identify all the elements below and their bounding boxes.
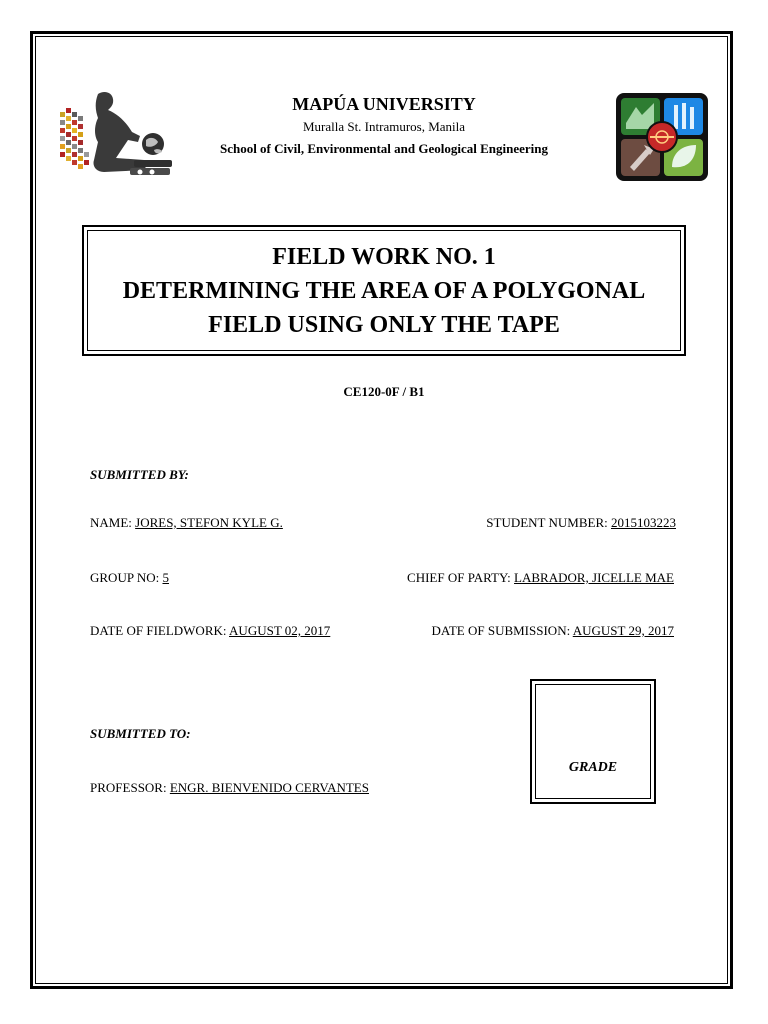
chief-of-party-label: CHIEF OF PARTY:: [407, 570, 511, 585]
group-value: 5: [162, 570, 169, 585]
course-code: CE120-0F / B1: [343, 384, 425, 399]
submitted-by-label: SUBMITTED BY:: [90, 467, 189, 482]
title-line-3: FIELD USING ONLY THE TAPE: [208, 312, 560, 338]
title-line-2: DETERMINING THE AREA OF A POLYGONAL: [122, 278, 646, 304]
professor-value: ENGR. BIENVENIDO CERVANTES: [169, 780, 369, 795]
name-value: JORES, STEFON KYLE G.: [135, 515, 283, 530]
date-fieldwork-row: [90, 623, 330, 639]
chief-of-party-value: LABRADOR, JICELLE MAE: [514, 570, 674, 585]
professor-label: PROFESSOR:: [90, 780, 167, 795]
chief-of-party-row: [407, 570, 674, 586]
name-row: [90, 515, 283, 531]
professor-row: [90, 780, 369, 796]
date-submission-label: DATE OF SUBMISSION:: [431, 623, 571, 638]
date-fieldwork-label: DATE OF FIELDWORK:: [90, 623, 227, 638]
school-name: School of Civil, Environmental and Geological Engineering: [219, 141, 549, 156]
date-fieldwork-value: AUGUST 02, 2017: [229, 623, 331, 638]
group-row: [90, 570, 169, 586]
group-label: GROUP NO:: [90, 570, 160, 585]
date-submission-value: AUGUST 29, 2017: [572, 623, 674, 638]
grade-box-inner: [535, 684, 651, 799]
submitted-to-label: SUBMITTED TO:: [90, 726, 191, 741]
name-label: NAME:: [90, 515, 132, 530]
document-title: [82, 240, 686, 342]
student-number-value: 2015103223: [611, 515, 676, 530]
student-number-label: STUDENT NUMBER:: [486, 515, 608, 530]
university-name: MAPÚA UNIVERSITY: [292, 94, 476, 114]
document-header: [0, 92, 768, 160]
date-submission-row: [432, 623, 675, 639]
university-address: Muralla St. Intramuros, Manila: [302, 119, 466, 134]
grade-label: GRADE: [568, 760, 618, 775]
student-number-row: [486, 515, 676, 531]
title-line-1: FIELD WORK NO. 1: [272, 244, 496, 270]
